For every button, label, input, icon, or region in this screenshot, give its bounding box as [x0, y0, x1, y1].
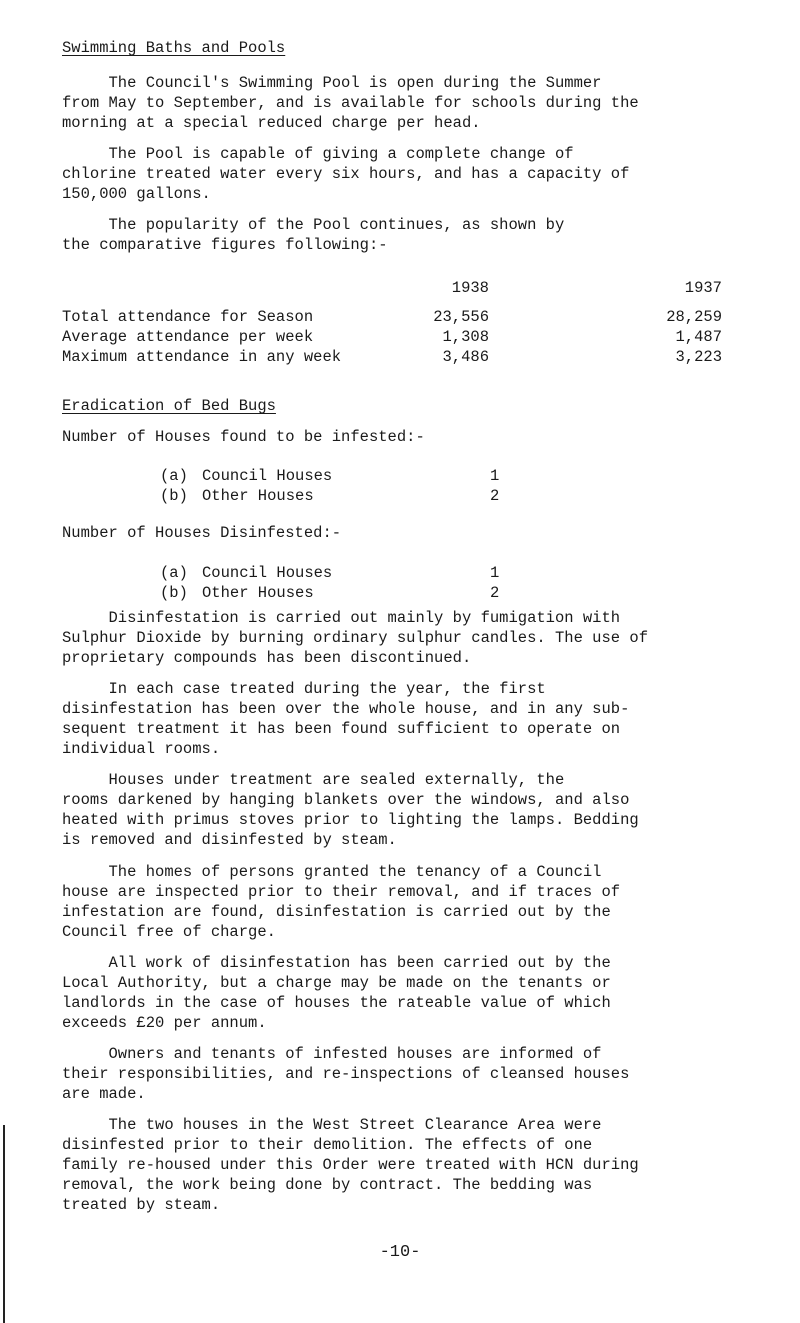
- table-row: [62, 307, 722, 327]
- text-line: morning at a special reduced charge per head.: [62, 114, 481, 132]
- text-line: The Council's Swimming Pool is open during the Summer: [62, 74, 602, 92]
- year-1938-header: 1938: [451, 279, 489, 297]
- bugs-para-2: [62, 679, 774, 759]
- text-line: The popularity of the Pool continues, as shown by: [62, 216, 565, 234]
- text-line: The Pool is capable of giving a complete change of: [62, 145, 574, 163]
- text-line: Disinfestation is carried out mainly by fumigation with: [62, 609, 621, 627]
- page-number: -10-: [379, 1243, 421, 1262]
- bugs-para-1: [62, 608, 774, 668]
- text-line: Sulphur Dioxide by burning ordinary sulphur candles. The use of: [62, 629, 648, 647]
- item-tag: (a): [160, 564, 188, 582]
- text-line: the comparative figures following:-: [62, 236, 388, 254]
- text-line: exceeds £20 per annum.: [62, 1014, 267, 1032]
- text-line: sequent treatment it has been found sufficient to operate on: [62, 720, 621, 738]
- row-label: Total attendance for Season: [62, 308, 314, 326]
- bugs-para-3: [62, 770, 774, 850]
- item-tag: (a): [160, 467, 188, 485]
- bugs-para-4: [62, 862, 774, 942]
- table-header-row: [62, 278, 722, 298]
- text-line: Houses under treatment are sealed externally, the: [62, 771, 565, 789]
- text-line: proprietary compounds has been discontinued.: [62, 649, 472, 667]
- item-label: Council Houses: [202, 467, 333, 485]
- margin-rule: [3, 1125, 5, 1323]
- value-1937: 28,259: [666, 308, 722, 326]
- text-line: are made.: [62, 1085, 146, 1103]
- text-line: house are inspected prior to their removal, and if traces of: [62, 883, 621, 901]
- year-1937-header: 1937: [684, 279, 722, 297]
- text-line: treated by steam.: [62, 1196, 221, 1214]
- item-value: 1: [490, 564, 500, 582]
- text-line: disinfestation has been over the whole house, and in any sub-: [62, 700, 630, 718]
- row-label: Average attendance per week: [62, 328, 314, 346]
- infested-list: [160, 466, 560, 506]
- value-1937: 1,487: [675, 328, 722, 346]
- swimming-para-1: [62, 73, 774, 133]
- item-value: 1: [490, 467, 500, 485]
- text-line: infestation are found, disinfestation is carried out by the: [62, 903, 611, 921]
- text-line: Council free of charge.: [62, 923, 276, 941]
- row-label: Maximum attendance in any week: [62, 348, 342, 366]
- item-value: 2: [490, 487, 500, 505]
- bugs-para-5: [62, 953, 774, 1033]
- list-item: [160, 583, 560, 603]
- table-row: [62, 327, 722, 347]
- text-line: The homes of persons granted the tenancy of a Council: [62, 863, 602, 881]
- disinfested-list: [160, 563, 560, 603]
- text-line: is removed and disinfested by steam.: [62, 831, 397, 849]
- text-line: removal, the work being done by contract. The bedding was: [62, 1176, 593, 1194]
- bugs-para-7: [62, 1115, 774, 1215]
- text-line: Local Authority, but a charge may be made on the tenants or: [62, 974, 611, 992]
- text-line: The two houses in the West Street Clearance Area were: [62, 1116, 602, 1134]
- text-line: from May to September, and is available for schools during the: [62, 94, 639, 112]
- bugs-heading: Eradication of Bed Bugs: [62, 397, 276, 415]
- text-line: Number of Houses found to be infested:-: [62, 428, 425, 446]
- text-line: individual rooms.: [62, 740, 221, 758]
- text-line: All work of disinfestation has been carried out by the: [62, 954, 611, 972]
- value-1938: 23,556: [433, 308, 489, 326]
- text-line: disinfested prior to their demolition. The effects of one: [62, 1136, 593, 1154]
- attendance-table: [62, 278, 722, 367]
- text-line: In each case treated during the year, the first: [62, 680, 546, 698]
- swimming-para-3: [62, 215, 774, 255]
- infested-title: [62, 427, 774, 447]
- disinfested-title: [62, 523, 774, 543]
- list-item: [160, 563, 560, 583]
- item-tag: (b): [160, 584, 188, 602]
- swimming-heading: Swimming Baths and Pools: [62, 39, 286, 57]
- text-line: rooms darkened by hanging blankets over the windows, and also: [62, 791, 630, 809]
- text-line: Owners and tenants of infested houses are informed of: [62, 1045, 602, 1063]
- text-line: their responsibilities, and re-inspections of cleansed houses: [62, 1065, 630, 1083]
- text-line: family re-housed under this Order were treated with HCN during: [62, 1156, 639, 1174]
- value-1937: 3,223: [675, 348, 722, 366]
- text-line: heated with primus stoves prior to lighting the lamps. Bedding: [62, 811, 639, 829]
- item-value: 2: [490, 584, 500, 602]
- value-1938: 1,308: [442, 328, 489, 346]
- text-line: landlords in the case of houses the rateable value of which: [62, 994, 611, 1012]
- value-1938: 3,486: [442, 348, 489, 366]
- text-line: Number of Houses Disinfested:-: [62, 524, 342, 542]
- item-tag: (b): [160, 487, 188, 505]
- text-line: chlorine treated water every six hours, and has a capacity of: [62, 165, 630, 183]
- text-line: 150,000 gallons.: [62, 185, 211, 203]
- table-row: [62, 347, 722, 367]
- item-label: Other Houses: [202, 487, 314, 505]
- swimming-para-2: [62, 144, 774, 204]
- bugs-para-6: [62, 1044, 774, 1104]
- list-item: [160, 466, 560, 486]
- list-item: [160, 486, 560, 506]
- item-label: Other Houses: [202, 584, 314, 602]
- item-label: Council Houses: [202, 564, 333, 582]
